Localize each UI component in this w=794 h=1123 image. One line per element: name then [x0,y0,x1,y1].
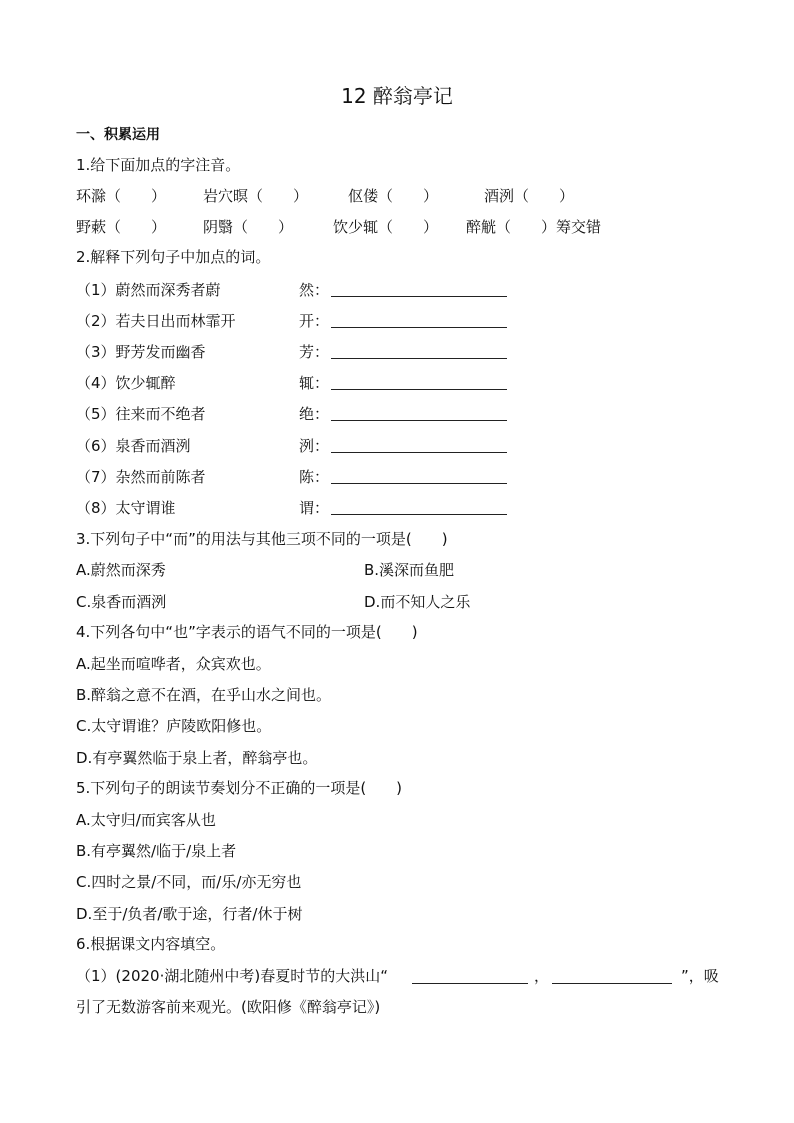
option-d: D.有亭翼然临于泉上者，醉翁亭也。 [76,749,318,767]
q2-word: 谓： [299,499,330,517]
pinyin-item: 阴翳（ ） [203,218,294,236]
pinyin-item: 伛偻（ ） [348,187,439,205]
option-c: C.太守谓谁？庐陵欧阳修也。 [76,717,272,735]
question-2-stem: 2.解释下列句子中加点的词。 [76,248,271,266]
option-c: C.泉香而酒洌 [76,593,167,611]
pinyin-item: 岩穴暝（ ） [203,187,309,205]
option-a: A.太守归/而宾客从也 [76,811,216,829]
option-a: A.蔚然而深秀 [76,561,166,579]
q2-sentence: （5）往来而不绝者 [76,405,206,423]
q2-sentence: （1）蔚然而深秀者蔚 [76,281,221,299]
fill-in-end: ”，吸 [681,967,719,985]
q2-sentence: （6）泉香而酒洌 [76,437,191,455]
pinyin-item: 饮少辄（ ） [333,218,439,236]
fill-in-line2: 引了无数游客前来观光。(欧阳修《醉翁亭记》) [76,998,381,1016]
answer-blank[interactable] [552,983,672,984]
answer-blank[interactable] [331,420,507,421]
answer-blank[interactable] [331,358,507,359]
question-5-stem: 5.下列句子的朗读节奏划分不正确的一项是( ) [76,779,403,797]
answer-blank[interactable] [331,327,507,328]
question-3-stem: 3.下列句子中“而”的用法与其他三项不同的一项是( ) [76,530,448,548]
option-b: B.有亭翼然/临于/泉上者 [76,842,237,860]
answer-blank[interactable] [331,296,507,297]
q2-word: 芳： [299,343,330,361]
answer-blank[interactable] [331,452,507,453]
q2-word: 陈： [299,468,330,486]
answer-blank[interactable] [331,514,507,515]
pinyin-item: 醉觥（ ）筹交错 [466,218,602,236]
q2-sentence: （2）若夫日出而林霏开 [76,312,236,330]
q2-word: 绝： [299,405,330,423]
section-heading: 一、积累运用 [76,127,160,143]
q2-sentence: （7）杂然而前陈者 [76,468,206,486]
option-b: B.溪深而鱼肥 [364,561,455,579]
option-b: B.醉翁之意不在酒，在乎山水之间也。 [76,686,332,704]
option-d: D.而不知人之乐 [364,593,471,611]
q2-word: 洌： [299,437,330,455]
page-title: 12 醉翁亭记 [341,84,453,108]
q2-word: 辄： [299,374,330,392]
answer-blank[interactable] [331,483,507,484]
option-a: A.起坐而喧哗者，众宾欢也。 [76,655,271,673]
q2-word: 然： [299,281,330,299]
q2-sentence: （3）野芳发而幽香 [76,343,206,361]
option-d: D.至于/负者/歌于途，行者/休于树 [76,905,303,923]
pinyin-item: 环滁（ ） [76,187,167,205]
fill-in-comma: ， [534,967,550,985]
answer-blank[interactable] [412,983,528,984]
q2-sentence: （4）饮少辄醉 [76,374,176,392]
pinyin-item: 野蔌（ ） [76,218,167,236]
option-c: C.四时之景/不同，而/乐/亦无穷也 [76,873,302,891]
question-1-stem: 1.给下面加点的字注音。 [76,156,241,174]
pinyin-item: 酒洌（ ） [484,187,575,205]
question-4-stem: 4.下列各句中“也”字表示的语气不同的一项是( ) [76,623,418,641]
fill-in-start: （1）(2020·湖北随州中考)春夏时节的大洪山“ [76,967,388,985]
answer-blank[interactable] [331,389,507,390]
q2-word: 开： [299,312,330,330]
q2-sentence: （8）太守谓谁 [76,499,176,517]
question-6-stem: 6.根据课文内容填空。 [76,935,226,953]
